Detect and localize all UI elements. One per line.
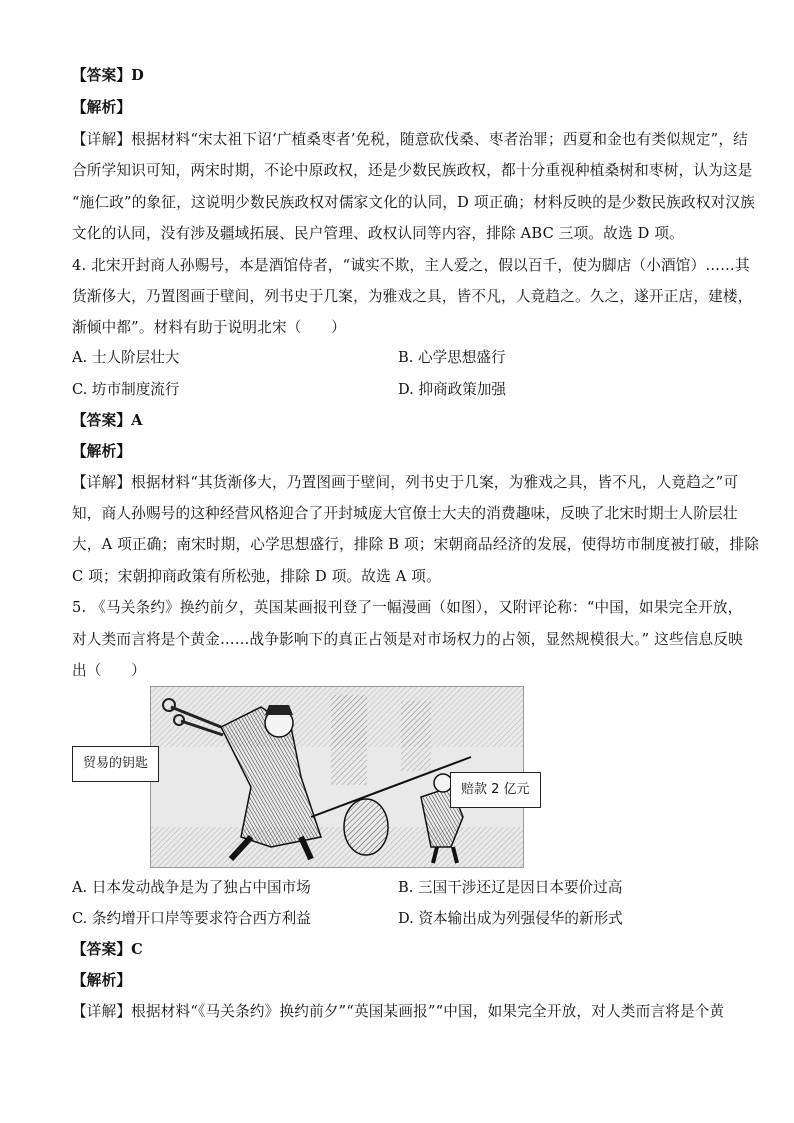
callout-trade-key: 贸易的钥匙 <box>72 746 159 782</box>
question-5-stem: 5. 《马关条约》换约前夕，英国某画报刊登了一幅漫画（如图），又附评论称：“中国，如果完全开放， <box>72 599 743 616</box>
question-5-stem: 对人类而言将是个黄金……战争影响下的真正占领是对市场权力的占领，显然规模很大。” 这些信息反映 <box>72 631 743 648</box>
explanation-text: 【详解】根据材料“《马关条约》换约前夕”“英国某画报”“中国，如果完全开放，对人类而言将是个黄 <box>72 1003 725 1020</box>
explanation-text: C 项；宋朝抑商政策有所松弛，排除 D 项。故选 A 项。 <box>72 568 441 585</box>
callout-indemnity: 赔款 2 亿元 <box>450 772 541 808</box>
cartoon-figure <box>72 686 542 868</box>
explanation-text: “施仁政”的象征，这说明少数民族政权对儒家文化的认同，D 项正确；材料反映的是少数民族政权对汉族 <box>72 194 755 211</box>
explanation-text: 大，A 项正确；南宋时期，心学思想盛行，排除 B 项；宋朝商品经济的发展，使得坊市制度被打破，排除 <box>72 536 760 553</box>
explanation-text: 合所学知识可知，两宋时期，不论中原政权，还是少数民族政权，都十分重视种植桑树和枣树，认为这是 <box>72 162 753 179</box>
question-4-option-b: B. 心学思想盛行 <box>398 349 506 366</box>
question-4-option-c: C. 坊市制度流行 <box>72 381 180 398</box>
explanation-text: 文化的认同，没有涉及疆域拓展、民户管理、政权认同等内容，排除 ABC 三项。故选 D 项。 <box>72 225 684 242</box>
answer-line: 【答案】C <box>72 941 143 958</box>
question-4-option-a: A. 士人阶层壮大 <box>72 349 180 366</box>
answer-line: 【答案】A <box>72 412 143 429</box>
answer-line: 【答案】D <box>72 67 145 84</box>
question-4-stem: 4. 北宋开封商人孙赐号，本是酒馆侍者，“诚实不欺，主人爱之，假以百千，使为脚店（小酒馆）……其 <box>72 257 750 274</box>
explanation-text: 【详解】根据材料“其货渐侈大，乃置图画于壁间，列书史于几案，为雅戏之具，皆不凡，人竟趋之”可 <box>72 474 739 491</box>
analysis-heading: 【解析】 <box>72 99 132 116</box>
question-5-option-a: A. 日本发动战争是为了独占中国市场 <box>72 879 311 896</box>
question-5-option-b: B. 三国干涉还辽是因日本要价过高 <box>398 879 623 896</box>
question-4-option-d: D. 抑商政策加强 <box>398 381 507 398</box>
analysis-heading: 【解析】 <box>72 443 132 460</box>
question-5-option-d: D. 资本输出成为列强侵华的新形式 <box>398 910 623 927</box>
analysis-heading: 【解析】 <box>72 972 132 989</box>
question-4-stem: 货渐侈大，乃置图画于壁间，列书史于几案，为雅戏之具，皆不凡，人竟趋之。久之，遂开正店，建楼， <box>72 288 753 305</box>
question-5-option-c: C. 条约增开口岸等要求符合西方利益 <box>72 910 311 927</box>
question-4-stem: 渐倾中都”。材料有助于说明北宋（ ） <box>72 319 346 336</box>
explanation-text: 知，商人孙赐号的这种经营风格迎合了开封城庞大官僚士大夫的消费趣味，反映了北宋时期士人阶层壮 <box>72 505 738 522</box>
question-5-stem: 出（ ） <box>72 662 146 679</box>
explanation-text: 【详解】根据材料“宋太祖下诏‘广植桑枣者’免税，随意砍伐桑、枣者治罪；西夏和金也有类似规定”，结 <box>72 131 748 148</box>
